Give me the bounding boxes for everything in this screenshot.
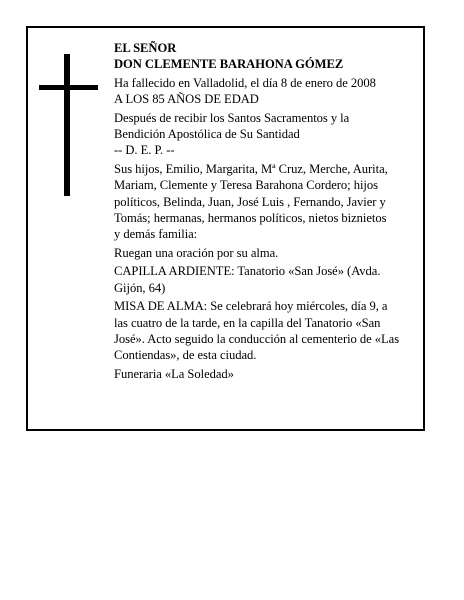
- obituary-text: [114, 40, 432, 382]
- sacraments-line: Bendición Apostólica de Su Santidad: [114, 127, 300, 142]
- heading-el-senor: EL SEÑOR: [114, 41, 177, 55]
- deceased-name: DON CLEMENTE BARAHONA GÓMEZ: [114, 57, 344, 72]
- family-line: y demás familia:: [114, 227, 198, 242]
- family-line: Mariam, Clemente y Teresa Barahona Cordero; hijos: [114, 178, 378, 193]
- chapel-line: Gijón, 64): [114, 280, 166, 295]
- mass-line: MISA DE ALMA: Se celebrará hoy miércoles, día 9, a: [114, 299, 388, 314]
- family-paragraph: [114, 161, 432, 243]
- cross-icon-vertical: [64, 54, 70, 196]
- dep-line: -- D. E. P. --: [114, 143, 175, 158]
- sacraments-line: Después de recibir los Santos Sacramentos y la: [114, 110, 350, 125]
- family-line: políticos, Belinda, Juan, José Luis , Fernando, Javier y: [114, 194, 386, 209]
- funeral-home-line: Funeraria «La Soledad»: [114, 366, 234, 381]
- family-line: Sus hijos, Emilio, Margarita, Mª Cruz, Merche, Aurita,: [114, 161, 388, 176]
- mass-paragraph: [114, 298, 432, 364]
- mass-line: José». Acto seguido la conducción al cementerio de «Las: [114, 331, 400, 346]
- family-line: Tomás; hermanas, hermanos políticos, nietos biznietos: [114, 211, 387, 226]
- prayer-line: Ruegan una oración por su alma.: [114, 245, 279, 260]
- age-line: A LOS 85 AÑOS DE EDAD: [114, 92, 259, 107]
- chapel-line: CAPILLA ARDIENTE: Tanatorio «San José» (Avda.: [114, 264, 381, 279]
- mass-line: Contiendas», de esta ciudad.: [114, 348, 257, 363]
- mass-line: las cuatro de la tarde, en la capilla del Tanatorio «San: [114, 315, 381, 330]
- sacraments-paragraph: [114, 110, 432, 143]
- cross-icon-horizontal: [39, 85, 98, 90]
- chapel-paragraph: [114, 263, 432, 296]
- death-line: Ha fallecido en Valladolid, el día 8 de enero de 2008: [114, 75, 376, 90]
